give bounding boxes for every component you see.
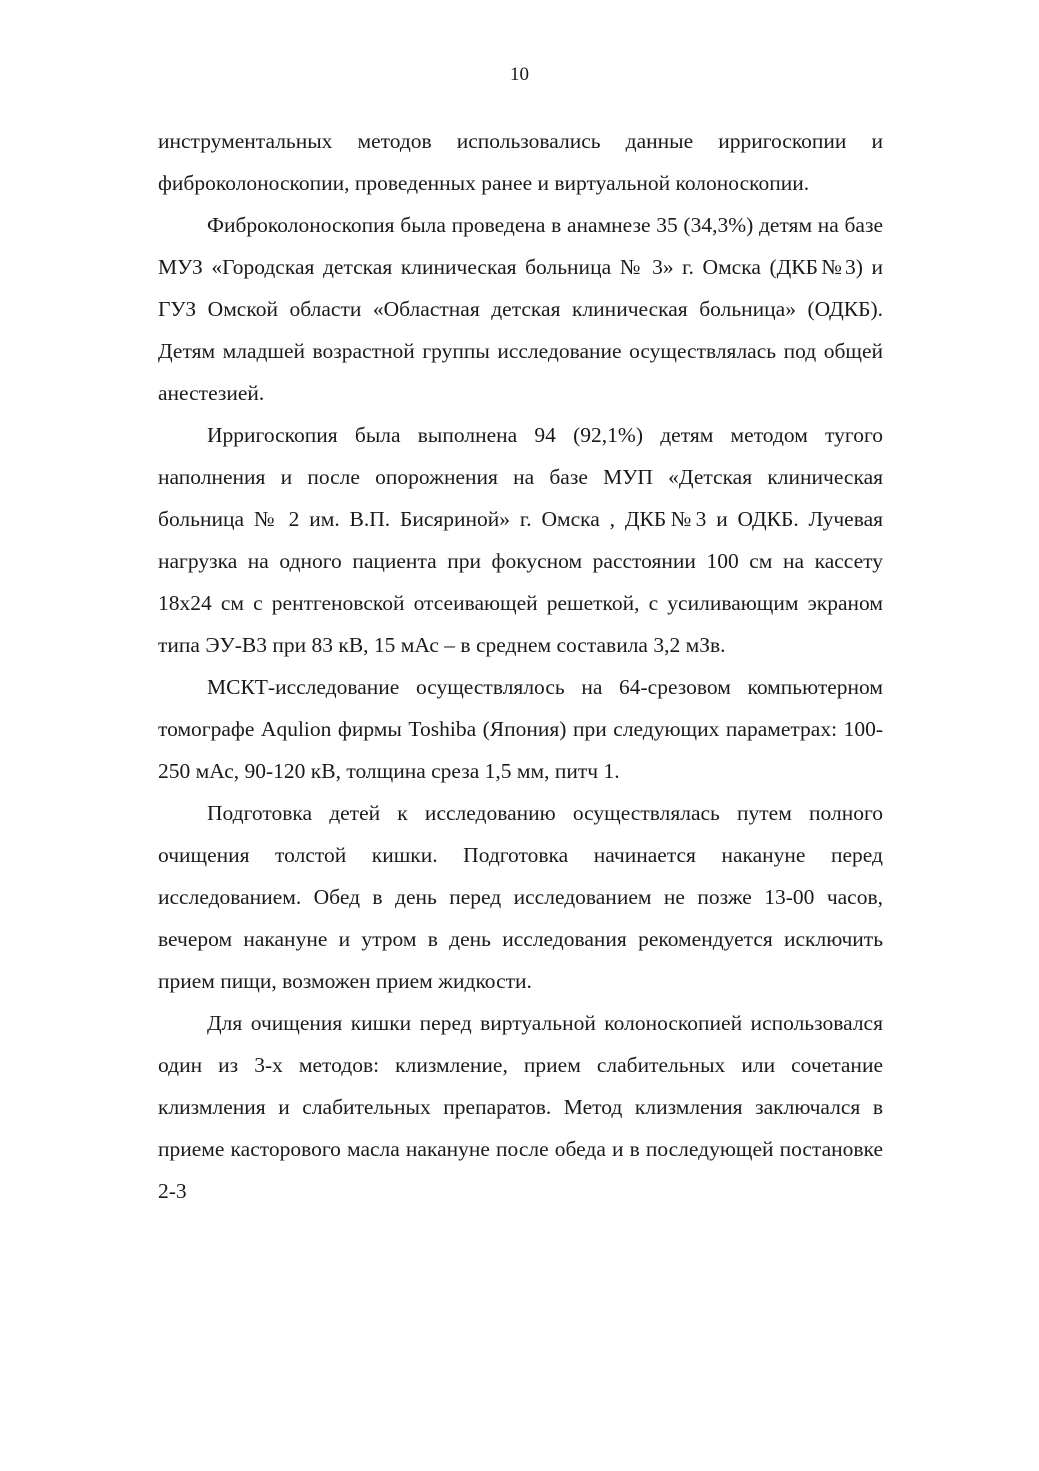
page-number: 10 [510,64,529,85]
paragraph-bowel-cleansing: Для очищения кишки перед виртуальной колоноскопией использовался один из 3-х методов: клизмление, прием слабительных или сочетание клизмления и слабительных препаратов. Метод клизмления заключался в приеме касторового масла накануне после обеда и в последующей постановке 2-3 [158,1011,883,1203]
document-body [158,120,883,1212]
paragraph-fibrocolonoscopy: Фиброколоноскопия была проведена в анамнезе 35 (34,3%) детям на базе МУЗ «Городская детская клиническая больница № 3» г. Омска (ДКБ№3) и ГУЗ Омской области «Областная детская клиническая больница» (ОДКБ). Детям младшей возрастной группы исследование осуществлялась под общей анестезией. [158,213,883,405]
paragraph-msct: МСКТ-исследование осуществлялось на 64-срезовом компьютерном томографе Aqulion фирмы Toshiba (Япония) при следующих параметрах: 100-250 мАс, 90-120 кВ, толщина среза 1,5 мм, питч 1. [158,675,883,783]
paragraph-irrigoscopy: Ирригоскопия была выполнена 94 (92,1%) детям методом тугого наполнения и после опорожнения на базе МУП «Детская клиническая больница № 2 им. В.П. Бисяриной» г. Омска , ДКБ№3 и ОДКБ. Лучевая нагрузка на одного пациента при фокусном расстоянии 100 см на кассету 18х24 см с рентгеновской отсеивающей решеткой, с усиливающим экраном типа ЭУ-В3 при 83 кВ, 15 мАс – в среднем составила 3,2 мЗв. [158,423,883,657]
paragraph-preparation: Подготовка детей к исследованию осуществлялась путем полного очищения толстой кишки. Подготовка начинается накануне перед исследованием. Обед в день перед исследованием не позже 13-00 часов, вечером накануне и утром в день исследования рекомендуется исключить прием пищи, возможен прием жидкости. [158,801,883,993]
paragraph-continuation: инструментальных методов использовались данные ирригоскопии и фиброколоноскопии, проведенных ранее и виртуальной колоноскопии. [158,129,883,195]
